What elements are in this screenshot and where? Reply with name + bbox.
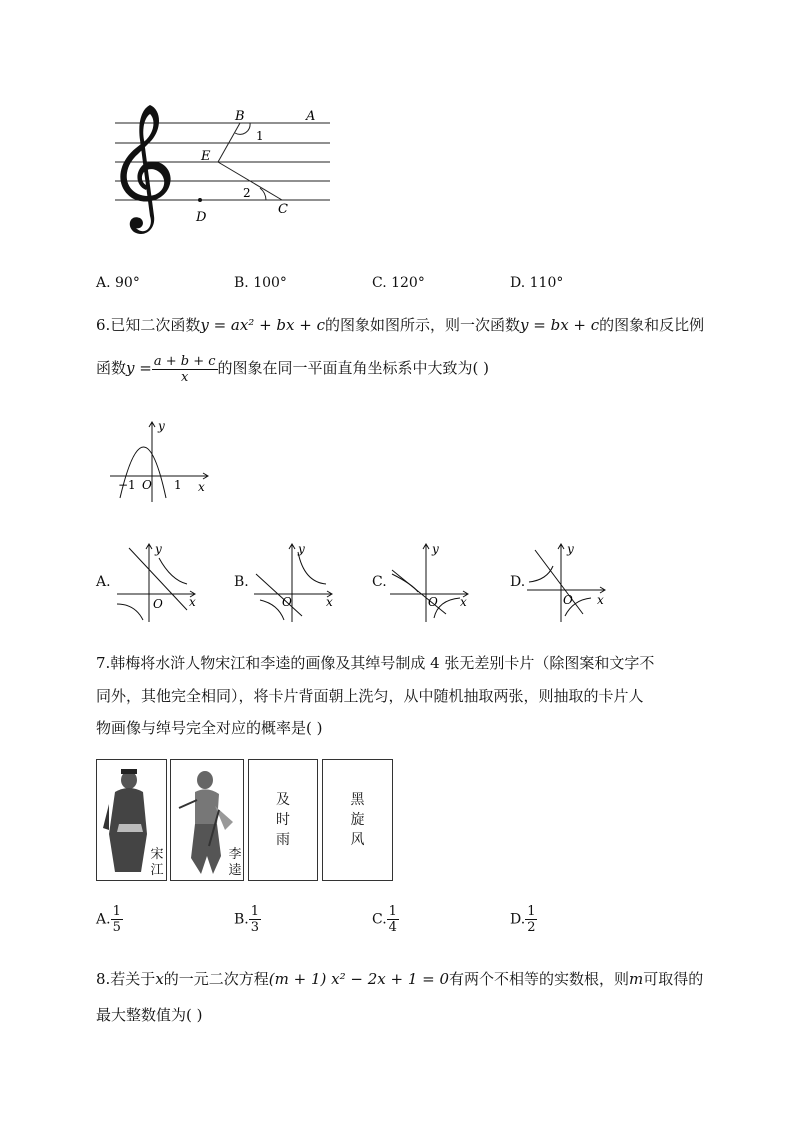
svg-text:−1: −1 bbox=[118, 478, 136, 492]
svg-text:x: x bbox=[460, 595, 467, 609]
q7-option-b[interactable]: B. $\frac{1}{3}$ bbox=[234, 904, 260, 935]
q7-line1: 7.韩梅将水浒人物宋江和李逵的画像及其绰号制成 4 张无差别卡片（除图案和文字不 bbox=[96, 654, 655, 672]
q6-option-b-graph[interactable] bbox=[252, 540, 342, 624]
svg-text:y: y bbox=[298, 542, 305, 556]
q6-option-d-graph[interactable] bbox=[525, 540, 615, 624]
label-B: B bbox=[235, 109, 245, 124]
svg-text:y: y bbox=[567, 542, 574, 556]
q5-option-a[interactable]: A. 90° bbox=[96, 275, 140, 291]
svg-text:y: y bbox=[158, 419, 165, 433]
q7-option-c[interactable]: C. $\frac{1}{4}$ bbox=[372, 904, 397, 935]
svg-text:O: O bbox=[428, 595, 438, 609]
label-2: 2 bbox=[243, 186, 251, 200]
svg-text:O: O bbox=[282, 595, 292, 609]
q6-option-c-label[interactable]: C. bbox=[372, 574, 387, 590]
q6-line2: 函数y = $\frac{a + b + c}{x}$ 的图象在同一平面直角坐标系中大致为( ) bbox=[96, 353, 489, 385]
q6-option-a-label[interactable]: A. bbox=[96, 574, 111, 590]
q8-line1: 8.若关于x的一元二次方程(m + 1) x² − 2x + 1 = 0有两个不相等的实数根，则m可取得的 bbox=[96, 970, 704, 988]
q5-option-c[interactable]: C. 120° bbox=[372, 275, 425, 291]
svg-text:O: O bbox=[153, 597, 163, 611]
q5-option-d[interactable]: D. 110° bbox=[510, 275, 564, 291]
label-E: E bbox=[201, 149, 211, 164]
card-hei-xuan-feng[interactable]: 黑 旋 风 bbox=[322, 759, 393, 881]
q7-line2: 同外，其他完全相同），将卡片背面朝上洗匀，从中随机抽取两张，则抽取的卡片人 bbox=[96, 687, 644, 705]
q6-option-b-label[interactable]: B. bbox=[234, 574, 249, 590]
svg-text:1: 1 bbox=[174, 478, 182, 492]
song-jiang-portrait bbox=[101, 764, 151, 876]
label-A: A bbox=[306, 109, 316, 124]
q6-fraction: $\frac{a + b + c}{x}$ bbox=[153, 353, 216, 385]
q7-line3: 物画像与绰号完全对应的概率是( ) bbox=[96, 719, 323, 737]
card-ji-shi-yu[interactable]: 及 时 雨 bbox=[248, 759, 318, 881]
svg-text:y: y bbox=[155, 542, 162, 556]
q6-option-a-graph[interactable] bbox=[115, 540, 205, 624]
svg-text:x: x bbox=[198, 480, 205, 494]
staff-angle-figure bbox=[110, 100, 340, 240]
q7-option-d[interactable]: D. $\frac{1}{2}$ bbox=[510, 904, 536, 935]
card-li-kui[interactable] bbox=[170, 759, 244, 881]
q6-linear: y = bx + c bbox=[520, 316, 600, 334]
q6-option-d-label[interactable]: D. bbox=[510, 574, 526, 590]
svg-text:x: x bbox=[326, 595, 333, 609]
li-kui-portrait bbox=[175, 766, 235, 878]
q6-parabola-figure bbox=[108, 418, 218, 506]
card-name-4: 逵 bbox=[228, 863, 242, 878]
q6-quadratic: y = ax² + bx + c bbox=[200, 316, 325, 334]
card-name-1: 宋 bbox=[150, 847, 164, 862]
svg-text:x: x bbox=[597, 593, 604, 607]
q8-equation: (m + 1) x² − 2x + 1 = 0 bbox=[268, 970, 450, 988]
svg-text:y: y bbox=[432, 542, 439, 556]
card-song-jiang[interactable] bbox=[96, 759, 167, 881]
label-1: 1 bbox=[256, 129, 264, 143]
q6-line1: 6.已知二次函数y = ax² + bx + c的图象如图所示，则一次函数y = bx + c的图象和反比例 bbox=[96, 316, 705, 334]
card-name-2: 江 bbox=[150, 863, 164, 878]
treble-clef-icon bbox=[120, 105, 170, 234]
label-D: D bbox=[196, 210, 207, 225]
svg-text:O: O bbox=[563, 593, 573, 607]
q7-option-a[interactable]: A. $\frac{1}{5}$ bbox=[96, 904, 121, 935]
q8-line2: 最大整数值为( ) bbox=[96, 1006, 203, 1024]
svg-text:O: O bbox=[142, 478, 152, 492]
q6-number: 6. bbox=[96, 316, 111, 334]
card-name-3: 李 bbox=[228, 847, 242, 862]
svg-text:x: x bbox=[189, 595, 196, 609]
q6-option-c-graph[interactable] bbox=[388, 540, 478, 624]
q5-option-b[interactable]: B. 100° bbox=[234, 275, 287, 291]
label-C: C bbox=[278, 202, 288, 217]
